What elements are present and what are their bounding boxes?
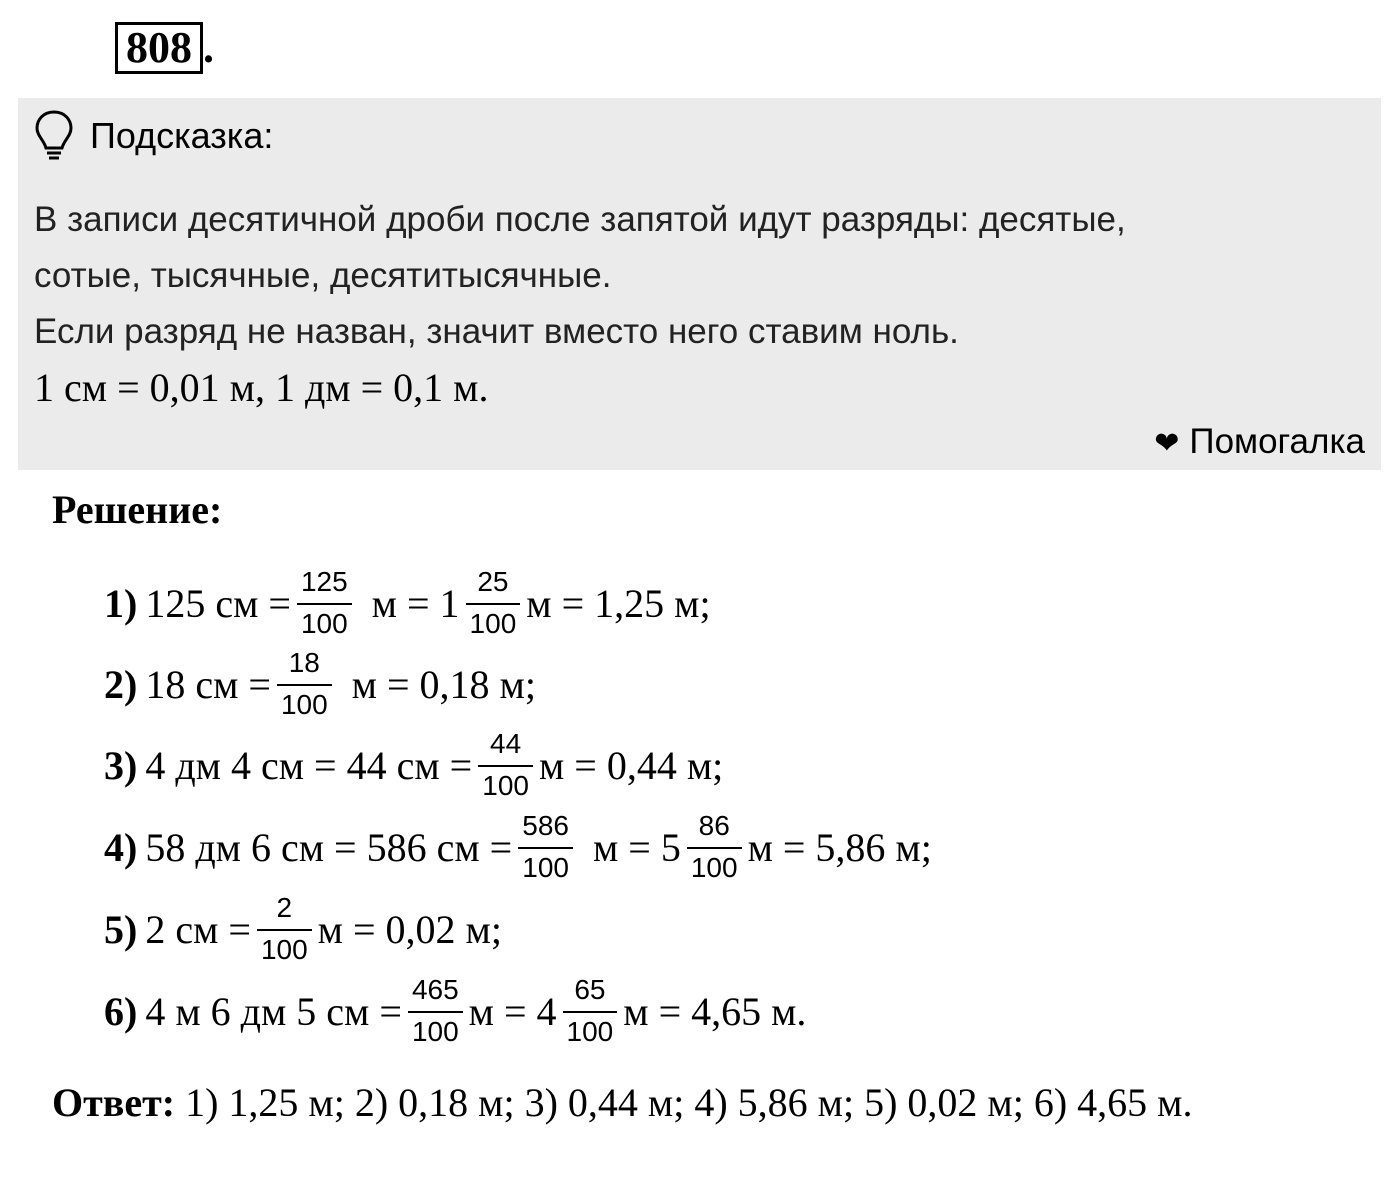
answer-label: Ответ: bbox=[52, 1080, 176, 1125]
denominator: 100 bbox=[260, 934, 308, 965]
step-number: 5) bbox=[104, 906, 138, 952]
fraction bbox=[408, 973, 463, 1049]
fraction-bar bbox=[297, 603, 352, 605]
step-expression: м = 0,44 м; bbox=[538, 742, 724, 788]
solution-title: Решение: bbox=[52, 487, 223, 532]
credit[interactable] bbox=[1154, 416, 1365, 470]
step-number: 4) bbox=[104, 824, 138, 870]
solution-step bbox=[104, 724, 723, 806]
fraction-bar bbox=[466, 603, 521, 605]
numerator: 86 bbox=[698, 810, 730, 841]
fraction-bar bbox=[257, 929, 312, 931]
step-expression: м = 4,65 м. bbox=[623, 988, 807, 1034]
denominator: 100 bbox=[566, 1016, 614, 1047]
fraction bbox=[277, 646, 332, 722]
heart-icon: ❤ bbox=[1154, 427, 1180, 460]
answer-text: 1) 1,25 м; 2) 0,18 м; 3) 0,44 м; 4) 5,86 м; 5) 0,02 м; 6) 4,65 м. bbox=[175, 1080, 1193, 1125]
step-expression: м = 5,86 м; bbox=[747, 824, 932, 870]
numerator: 25 bbox=[477, 566, 509, 597]
step-number: 3) bbox=[104, 742, 138, 788]
fraction bbox=[478, 727, 533, 803]
step-number: 1) bbox=[104, 580, 138, 626]
denominator: 100 bbox=[482, 770, 529, 801]
step-expression: м = 0,02 м; bbox=[317, 906, 502, 952]
denominator: 100 bbox=[522, 852, 569, 883]
solution-step bbox=[104, 562, 711, 644]
step-expression: 58 дм 6 см = 586 см = bbox=[145, 824, 513, 870]
solution-step bbox=[104, 643, 536, 725]
step-expression: м = 0,18 м; bbox=[351, 661, 536, 707]
step-expression: 4 дм 4 см = 44 см = bbox=[145, 742, 473, 788]
denominator: 100 bbox=[280, 689, 328, 720]
task-number-dot: . bbox=[203, 23, 214, 72]
hint-box bbox=[18, 98, 1381, 470]
task-number-value: 808 bbox=[126, 23, 192, 72]
numerator: 465 bbox=[411, 974, 459, 1005]
numerator: 44 bbox=[490, 728, 522, 759]
step-expression: м = 1,25 м; bbox=[526, 580, 711, 626]
hint-line: сотые, тысячные, десятитысячные. bbox=[34, 256, 612, 295]
numerator: 65 bbox=[574, 974, 606, 1005]
lightbulb-icon bbox=[32, 108, 76, 169]
hint-text bbox=[34, 192, 1364, 360]
solution-step bbox=[104, 970, 806, 1052]
denominator: 100 bbox=[300, 608, 348, 639]
hint-line: Если разряд не назван, значит вместо него ставим ноль. bbox=[34, 312, 959, 351]
credit-label: Помогалка bbox=[1189, 422, 1365, 461]
fraction bbox=[518, 809, 573, 885]
step-expression: 18 см = bbox=[145, 661, 271, 707]
task-number bbox=[115, 22, 214, 74]
fraction bbox=[466, 565, 521, 641]
fraction bbox=[563, 973, 618, 1049]
hint-line: В записи десятичной дроби после запятой идут разряды: десятые, bbox=[34, 200, 1126, 239]
numerator: 18 bbox=[288, 647, 320, 678]
solution-step bbox=[104, 806, 932, 888]
answer bbox=[52, 1074, 1352, 1132]
denominator: 100 bbox=[411, 1016, 459, 1047]
hint-formula: 1 см = 0,01 м, 1 дм = 0,1 м. bbox=[34, 365, 489, 410]
fraction bbox=[257, 891, 312, 967]
fraction-bar bbox=[478, 765, 533, 767]
hint-title: Подсказка: bbox=[90, 115, 274, 156]
step-expression: м = 1 bbox=[371, 580, 460, 626]
fraction bbox=[297, 565, 352, 641]
solution-step bbox=[104, 888, 502, 970]
fraction bbox=[687, 809, 742, 885]
numerator: 125 bbox=[300, 566, 348, 597]
step-expression: м = 4 bbox=[468, 988, 557, 1034]
step-expression: 2 см = bbox=[145, 906, 251, 952]
fraction-bar bbox=[687, 847, 742, 849]
fraction-bar bbox=[563, 1011, 618, 1013]
step-expression: 125 см = bbox=[145, 580, 291, 626]
fraction-bar bbox=[277, 684, 332, 686]
step-expression: 4 м 6 дм 5 см = bbox=[145, 988, 402, 1034]
numerator: 2 bbox=[276, 892, 293, 923]
numerator: 586 bbox=[522, 810, 569, 841]
step-number: 6) bbox=[104, 988, 138, 1034]
denominator: 100 bbox=[469, 608, 517, 639]
denominator: 100 bbox=[690, 852, 738, 883]
fraction-bar bbox=[518, 847, 573, 849]
step-number: 2) bbox=[104, 661, 138, 707]
fraction-bar bbox=[408, 1011, 463, 1013]
step-expression: м = 5 bbox=[592, 824, 681, 870]
